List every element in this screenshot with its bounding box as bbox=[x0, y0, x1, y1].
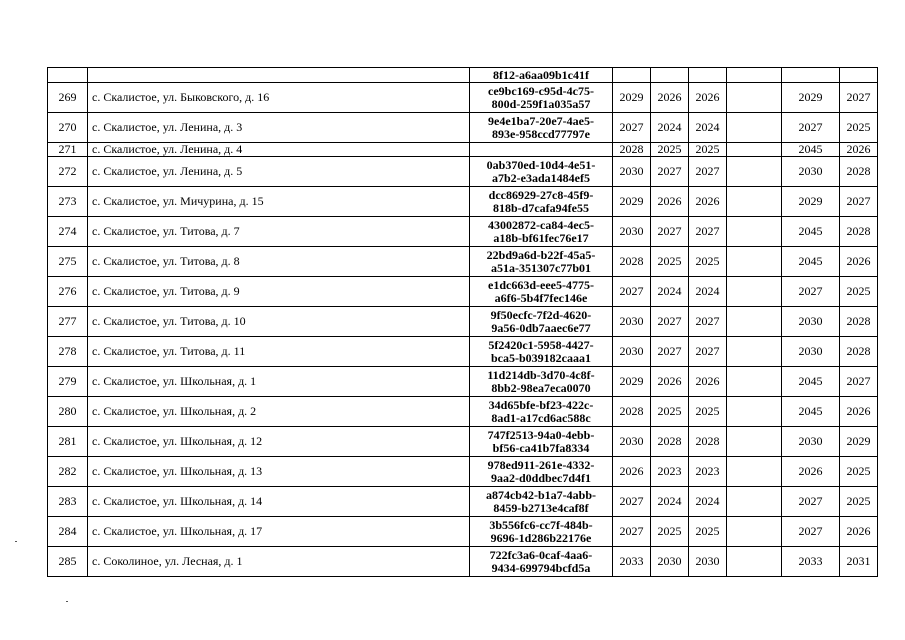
year-cell: 2045 bbox=[782, 217, 840, 247]
year-cell: 2027 bbox=[840, 187, 878, 217]
year-cell: 2025 bbox=[840, 113, 878, 143]
year-cell: 2027 bbox=[613, 277, 651, 307]
guid-line: 9aa2-d0ddbec7d4f1 bbox=[490, 470, 591, 485]
guid-cell bbox=[470, 157, 613, 187]
row-number: 274 bbox=[48, 217, 88, 247]
guid-line: a51a-351307c77b01 bbox=[491, 260, 591, 275]
year-cell: 2045 bbox=[782, 143, 840, 157]
year-cell: 2029 bbox=[613, 187, 651, 217]
year-cell bbox=[613, 68, 651, 83]
address-cell: с. Скалистое, ул. Быковского, д. 16 bbox=[88, 83, 470, 113]
row-number: 271 bbox=[48, 143, 88, 157]
year-cell: 2045 bbox=[782, 367, 840, 397]
year-cell: 2025 bbox=[651, 247, 689, 277]
guid-line: 800d-259f1a035a57 bbox=[491, 96, 591, 111]
empty-cell bbox=[727, 157, 782, 187]
year-cell: 2025 bbox=[651, 397, 689, 427]
address-cell: с. Скалистое, ул. Мичурина, д. 15 bbox=[88, 187, 470, 217]
year-cell: 2028 bbox=[613, 397, 651, 427]
table-row bbox=[48, 487, 878, 517]
table-row bbox=[48, 113, 878, 143]
year-cell: 2027 bbox=[651, 337, 689, 367]
year-cell: 2045 bbox=[782, 397, 840, 427]
address-cell: с. Скалистое, ул. Школьная, д. 1 bbox=[88, 367, 470, 397]
address-cell: с. Скалистое, ул. Ленина, д. 4 bbox=[88, 143, 470, 157]
empty-cell bbox=[727, 487, 782, 517]
guid-cell bbox=[470, 277, 613, 307]
guid-line: 747f2513-94a0-4ebb- bbox=[487, 427, 595, 442]
guid-line: bf56-ca41b7fa8334 bbox=[492, 440, 590, 455]
year-cell: 2030 bbox=[782, 157, 840, 187]
guid-cell bbox=[470, 547, 613, 577]
table-row bbox=[48, 367, 878, 397]
year-cell: 2025 bbox=[840, 487, 878, 517]
guid-line: 9434-699794bcfd5a bbox=[491, 560, 591, 575]
year-cell: 2027 bbox=[651, 307, 689, 337]
guid-line: dcc86929-27c8-45f9- bbox=[488, 187, 594, 202]
table-row bbox=[48, 187, 878, 217]
year-cell: 2024 bbox=[651, 487, 689, 517]
address-cell: с. Скалистое, ул. Титова, д. 11 bbox=[88, 337, 470, 367]
year-cell: 2025 bbox=[689, 143, 727, 157]
empty-cell bbox=[727, 457, 782, 487]
address-cell: с. Скалистое, ул. Школьная, д. 2 bbox=[88, 397, 470, 427]
table-row bbox=[48, 83, 878, 113]
row-number: 278 bbox=[48, 337, 88, 367]
scan-speck bbox=[15, 541, 17, 542]
address-cell: с. Скалистое, ул. Школьная, д. 13 bbox=[88, 457, 470, 487]
table-row bbox=[48, 397, 878, 427]
year-cell: 2025 bbox=[689, 397, 727, 427]
year-cell: 2028 bbox=[840, 157, 878, 187]
guid-line: a6f6-5b4f7fec146e bbox=[494, 290, 588, 305]
table-row bbox=[48, 157, 878, 187]
row-number: 282 bbox=[48, 457, 88, 487]
year-cell: 2024 bbox=[651, 113, 689, 143]
empty-cell bbox=[727, 68, 782, 83]
year-cell: 2026 bbox=[840, 143, 878, 157]
year-cell: 2026 bbox=[613, 457, 651, 487]
guid-line: 43002872-ca84-4ec5- bbox=[488, 217, 594, 232]
guid-cell bbox=[470, 187, 613, 217]
address-cell bbox=[88, 68, 470, 83]
guid-line: 818b-d7cafa94fe55 bbox=[493, 200, 589, 215]
year-cell: 2028 bbox=[613, 247, 651, 277]
year-cell: 2028 bbox=[840, 217, 878, 247]
year-cell: 2028 bbox=[840, 307, 878, 337]
year-cell: 2026 bbox=[689, 187, 727, 217]
year-cell: 2025 bbox=[651, 517, 689, 547]
empty-cell bbox=[727, 547, 782, 577]
year-cell: 2026 bbox=[651, 83, 689, 113]
year-cell: 2026 bbox=[651, 367, 689, 397]
year-cell: 2029 bbox=[613, 367, 651, 397]
year-cell: 2027 bbox=[782, 113, 840, 143]
year-cell: 2027 bbox=[840, 83, 878, 113]
empty-cell bbox=[727, 247, 782, 277]
empty-cell bbox=[727, 307, 782, 337]
guid-cell bbox=[470, 427, 613, 457]
year-cell: 2024 bbox=[689, 277, 727, 307]
guid-cell bbox=[470, 397, 613, 427]
table-row bbox=[48, 68, 878, 83]
row-number: 273 bbox=[48, 187, 88, 217]
year-cell: 2027 bbox=[689, 337, 727, 367]
empty-cell bbox=[727, 427, 782, 457]
guid-line: 0ab370ed-10d4-4e51- bbox=[486, 157, 596, 172]
year-cell: 2023 bbox=[651, 457, 689, 487]
guid-line: 9a56-0db7aaec6e77 bbox=[491, 320, 591, 335]
guid-cell bbox=[470, 247, 613, 277]
guid-line: 8ad1-a17cd6ac588c bbox=[491, 410, 591, 425]
year-cell: 2026 bbox=[840, 517, 878, 547]
year-cell: 2026 bbox=[840, 397, 878, 427]
year-cell: 2027 bbox=[782, 517, 840, 547]
table-row bbox=[48, 247, 878, 277]
address-cell: с. Скалистое, ул. Школьная, д. 12 bbox=[88, 427, 470, 457]
row-number: 276 bbox=[48, 277, 88, 307]
year-cell bbox=[840, 68, 878, 83]
guid-cell bbox=[470, 217, 613, 247]
year-cell bbox=[651, 68, 689, 83]
address-cell: с. Скалистое, ул. Школьная, д. 17 bbox=[88, 517, 470, 547]
year-cell: 2027 bbox=[689, 217, 727, 247]
empty-cell bbox=[727, 367, 782, 397]
year-cell: 2030 bbox=[613, 217, 651, 247]
empty-cell bbox=[727, 277, 782, 307]
year-cell: 2028 bbox=[689, 427, 727, 457]
year-cell: 2026 bbox=[840, 247, 878, 277]
empty-cell bbox=[727, 217, 782, 247]
guid-line: 8f12-a6aa09b1c41f bbox=[493, 67, 589, 82]
guid-line: 22bd9a6d-b22f-45a5- bbox=[486, 247, 596, 262]
year-cell: 2030 bbox=[782, 427, 840, 457]
row-number: 275 bbox=[48, 247, 88, 277]
guid-line: a874cb42-b1a7-4abb- bbox=[485, 487, 596, 502]
year-cell: 2030 bbox=[782, 337, 840, 367]
table-body bbox=[48, 68, 878, 577]
registry-table bbox=[47, 67, 878, 577]
address-cell: с. Скалистое, ул. Титова, д. 10 bbox=[88, 307, 470, 337]
guid-line: 9e4e1ba7-20e7-4ae5- bbox=[488, 113, 594, 128]
empty-cell bbox=[727, 517, 782, 547]
year-cell: 2033 bbox=[782, 547, 840, 577]
year-cell: 2026 bbox=[651, 187, 689, 217]
year-cell: 2027 bbox=[651, 157, 689, 187]
table-row bbox=[48, 547, 878, 577]
row-number: 285 bbox=[48, 547, 88, 577]
year-cell: 2025 bbox=[651, 143, 689, 157]
table-row bbox=[48, 277, 878, 307]
year-cell: 2030 bbox=[689, 547, 727, 577]
year-cell: 2027 bbox=[689, 157, 727, 187]
guid-line: e1dc663d-eee5-4775- bbox=[488, 277, 594, 292]
year-cell: 2027 bbox=[782, 487, 840, 517]
year-cell: 2027 bbox=[651, 217, 689, 247]
row-number: 281 bbox=[48, 427, 88, 457]
year-cell: 2030 bbox=[613, 157, 651, 187]
guid-cell bbox=[470, 517, 613, 547]
year-cell: 2027 bbox=[840, 367, 878, 397]
guid-line: 893e-958ccd77797e bbox=[492, 126, 590, 141]
year-cell: 2027 bbox=[613, 113, 651, 143]
year-cell: 2029 bbox=[782, 187, 840, 217]
year-cell: 2030 bbox=[782, 307, 840, 337]
address-cell: с. Скалистое, ул. Титова, д. 9 bbox=[88, 277, 470, 307]
guid-cell bbox=[470, 367, 613, 397]
row-number: 284 bbox=[48, 517, 88, 547]
guid-line: 8459-b2713e4caf8f bbox=[493, 500, 589, 515]
year-cell bbox=[689, 68, 727, 83]
empty-cell bbox=[727, 83, 782, 113]
guid-cell bbox=[470, 307, 613, 337]
guid-cell bbox=[470, 487, 613, 517]
year-cell: 2031 bbox=[840, 547, 878, 577]
year-cell: 2030 bbox=[613, 307, 651, 337]
guid-line: 978ed911-261e-4332- bbox=[487, 457, 595, 472]
table-row bbox=[48, 457, 878, 487]
empty-cell bbox=[727, 397, 782, 427]
year-cell: 2025 bbox=[689, 517, 727, 547]
table-row bbox=[48, 143, 878, 157]
table-row bbox=[48, 307, 878, 337]
year-cell: 2025 bbox=[689, 247, 727, 277]
year-cell: 2023 bbox=[689, 457, 727, 487]
year-cell: 2029 bbox=[613, 83, 651, 113]
guid-line: 3b556fc6-cc7f-484b- bbox=[489, 517, 593, 532]
year-cell: 2033 bbox=[613, 547, 651, 577]
guid-cell bbox=[470, 113, 613, 143]
row-number: 283 bbox=[48, 487, 88, 517]
year-cell: 2026 bbox=[782, 457, 840, 487]
year-cell: 2026 bbox=[689, 83, 727, 113]
year-cell: 2027 bbox=[782, 277, 840, 307]
address-cell: с. Скалистое, ул. Титова, д. 7 bbox=[88, 217, 470, 247]
empty-cell bbox=[727, 113, 782, 143]
guid-line: 722fc3a6-0caf-4aa6- bbox=[489, 547, 593, 562]
guid-line: a7b2-e3ada1484ef5 bbox=[492, 170, 590, 185]
guid-cell bbox=[470, 68, 613, 83]
address-cell: с. Скалистое, ул. Титова, д. 8 bbox=[88, 247, 470, 277]
row-number: 280 bbox=[48, 397, 88, 427]
year-cell bbox=[782, 68, 840, 83]
year-cell: 2045 bbox=[782, 247, 840, 277]
scan-speck bbox=[66, 601, 68, 602]
year-cell: 2028 bbox=[613, 143, 651, 157]
address-cell: с. Скалистое, ул. Ленина, д. 3 bbox=[88, 113, 470, 143]
year-cell: 2028 bbox=[651, 427, 689, 457]
empty-cell bbox=[727, 143, 782, 157]
year-cell: 2030 bbox=[651, 547, 689, 577]
year-cell: 2026 bbox=[689, 367, 727, 397]
guid-cell bbox=[470, 83, 613, 113]
address-cell: с. Соколиное, ул. Лесная, д. 1 bbox=[88, 547, 470, 577]
year-cell: 2027 bbox=[613, 487, 651, 517]
row-number: 270 bbox=[48, 113, 88, 143]
guid-line: a18b-bf61fec76e17 bbox=[493, 230, 589, 245]
guid-line: 9f50ecfc-7f2d-4620- bbox=[490, 307, 592, 322]
guid-cell bbox=[470, 337, 613, 367]
guid-line: 9696-1d286b22176e bbox=[490, 530, 592, 545]
guid-line: 8bb2-98ea7eca0070 bbox=[491, 380, 591, 395]
year-cell: 2025 bbox=[840, 457, 878, 487]
year-cell: 2024 bbox=[689, 113, 727, 143]
row-number: 269 bbox=[48, 83, 88, 113]
address-cell: с. Скалистое, ул. Школьная, д. 14 bbox=[88, 487, 470, 517]
empty-cell bbox=[727, 337, 782, 367]
guid-cell bbox=[470, 143, 613, 157]
row-number bbox=[48, 68, 88, 83]
year-cell: 2027 bbox=[613, 517, 651, 547]
row-number: 272 bbox=[48, 157, 88, 187]
row-number: 279 bbox=[48, 367, 88, 397]
table-row bbox=[48, 517, 878, 547]
year-cell: 2025 bbox=[840, 277, 878, 307]
year-cell: 2024 bbox=[651, 277, 689, 307]
year-cell: 2030 bbox=[613, 427, 651, 457]
year-cell: 2029 bbox=[782, 83, 840, 113]
year-cell: 2024 bbox=[689, 487, 727, 517]
guid-line: 11d214db-3d70-4c8f- bbox=[487, 367, 595, 382]
empty-cell bbox=[727, 187, 782, 217]
row-number: 277 bbox=[48, 307, 88, 337]
guid-line: bca5-b039182caaa1 bbox=[491, 350, 591, 365]
guid-cell bbox=[470, 457, 613, 487]
table-row bbox=[48, 427, 878, 457]
year-cell: 2027 bbox=[689, 307, 727, 337]
guid-line: 34d65bfe-bf23-422c- bbox=[488, 397, 594, 412]
year-cell: 2030 bbox=[613, 337, 651, 367]
guid-line: ce9bc169-c95d-4c75- bbox=[488, 83, 594, 98]
table-row bbox=[48, 337, 878, 367]
guid-line: 5f2420c1-5958-4427- bbox=[488, 337, 594, 352]
table-row bbox=[48, 217, 878, 247]
address-cell: с. Скалистое, ул. Ленина, д. 5 bbox=[88, 157, 470, 187]
year-cell: 2028 bbox=[840, 337, 878, 367]
year-cell: 2029 bbox=[840, 427, 878, 457]
